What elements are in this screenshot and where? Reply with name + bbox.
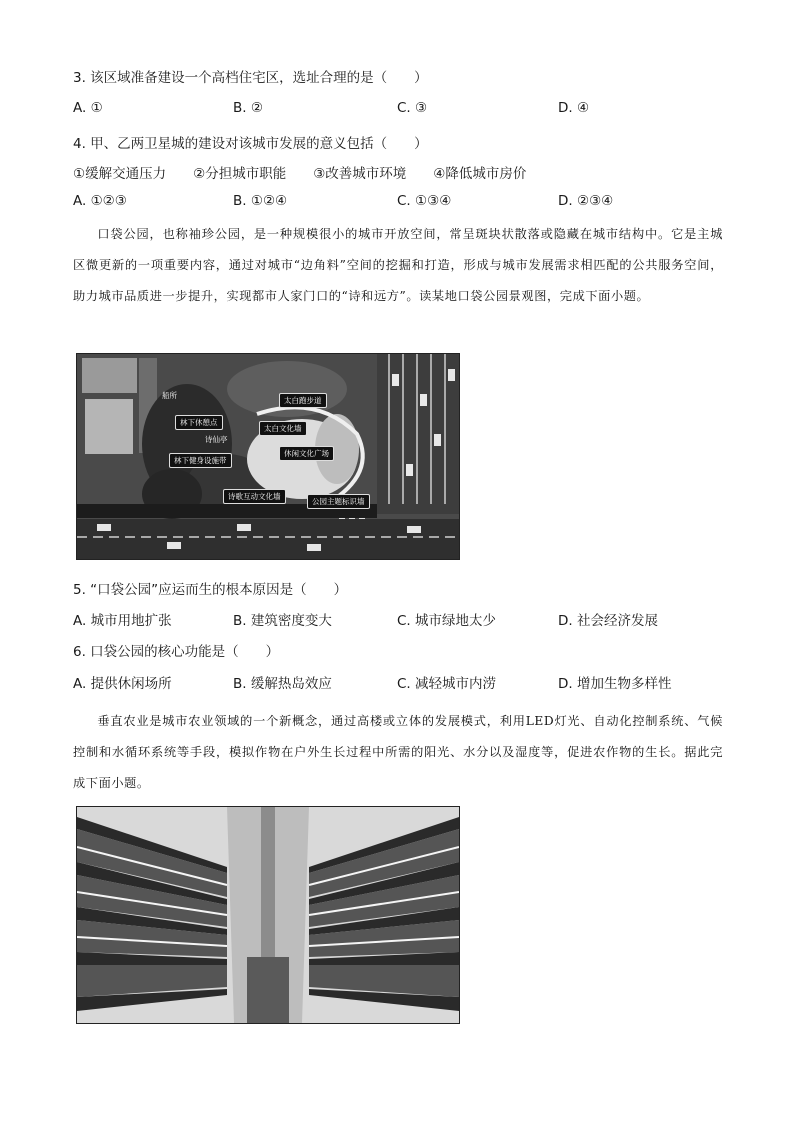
q5-option-a: A. 城市用地扩张 bbox=[73, 613, 172, 629]
q6-option-b: B. 缓解热岛效应 bbox=[233, 676, 332, 692]
map-label-entrance: 船所 bbox=[162, 391, 177, 400]
map-label-taibai-wall: 太白文化墙 bbox=[259, 421, 307, 436]
q4-option-b: B. ①②④ bbox=[233, 193, 288, 209]
passage-pocket-park: 口袋公园，也称袖珍公园，是一种规模很小的城市开放空间，常呈斑块状散落或隐藏在城市结构中。它是主城区微更新的一项重要内容，通过对城市“边角料”空间的挖掘和打造，形成与城市发展需求相匹配的公共服务空间，助力城市品质进一步提升，实现都市人家门口的“诗和远方”。读某地口袋公园景观图，完成下面小题。 bbox=[73, 227, 723, 303]
map-label-leisure-plaza: 休闲文化广场 bbox=[279, 446, 334, 461]
map-label-theme-sign: 公园主题标识墙 bbox=[307, 494, 370, 509]
map-label-poem-pavilion: 诗仙亭 bbox=[205, 435, 228, 444]
q5-option-c: C. 城市绿地太少 bbox=[397, 613, 497, 629]
q3-option-b: B. ② bbox=[233, 100, 263, 116]
map-label-poem-wall: 诗歌互动文化墙 bbox=[223, 489, 286, 504]
q6-option-c: C. 减轻城市内涝 bbox=[397, 676, 497, 692]
q4-option-d: D. ②③④ bbox=[558, 193, 614, 209]
q3-stem: 3. 该区域准备建设一个高档住宅区，选址合理的是（ ） bbox=[73, 70, 428, 86]
q5-option-b: B. 建筑密度变大 bbox=[233, 613, 332, 629]
q4-stem: 4. 甲、乙两卫星城的建设对该城市发展的意义包括（ ） bbox=[73, 136, 428, 152]
q4-option-c: C. ①③④ bbox=[397, 193, 452, 209]
map-label-forest-rest: 林下休憩点 bbox=[175, 415, 223, 430]
pocket-park-landscape-image bbox=[76, 353, 460, 560]
vertical-farm-image bbox=[76, 806, 460, 1024]
park-aerial-illustration bbox=[77, 354, 459, 559]
q6-option-d: D. 增加生物多样性 bbox=[558, 676, 672, 692]
vertical-farm-illustration bbox=[77, 807, 459, 1023]
map-label-forest-fitness: 林下健身设施带 bbox=[169, 453, 232, 468]
passage-vertical-farming: 垂直农业是城市农业领域的一个新概念，通过高楼或立体的发展模式，利用LED灯光、自动化控制系统、气候控制和水循环系统等手段，模拟作物在户外生长过程中所需的阳光、水分以及湿度等，促进农作物的生长。据此完成下面小题。 bbox=[73, 714, 723, 790]
q6-option-a: A. 提供休闲场所 bbox=[73, 676, 172, 692]
q3-option-a: A. ① bbox=[73, 100, 103, 116]
q5-option-d: D. 社会经济发展 bbox=[558, 613, 658, 629]
q5-stem: 5. “口袋公园”应运而生的根本原因是（ ） bbox=[73, 582, 348, 598]
q6-stem: 6. 口袋公园的核心功能是（ ） bbox=[73, 644, 280, 660]
q4-items: ①缓解交通压力 ②分担城市职能 ③改善城市环境 ④降低城市房价 bbox=[73, 166, 527, 182]
map-label-taibai-trail: 太白跑步道 bbox=[279, 393, 327, 408]
q3-option-c: C. ③ bbox=[397, 100, 428, 116]
q4-option-a: A. ①②③ bbox=[73, 193, 127, 209]
q3-option-d: D. ④ bbox=[558, 100, 590, 116]
